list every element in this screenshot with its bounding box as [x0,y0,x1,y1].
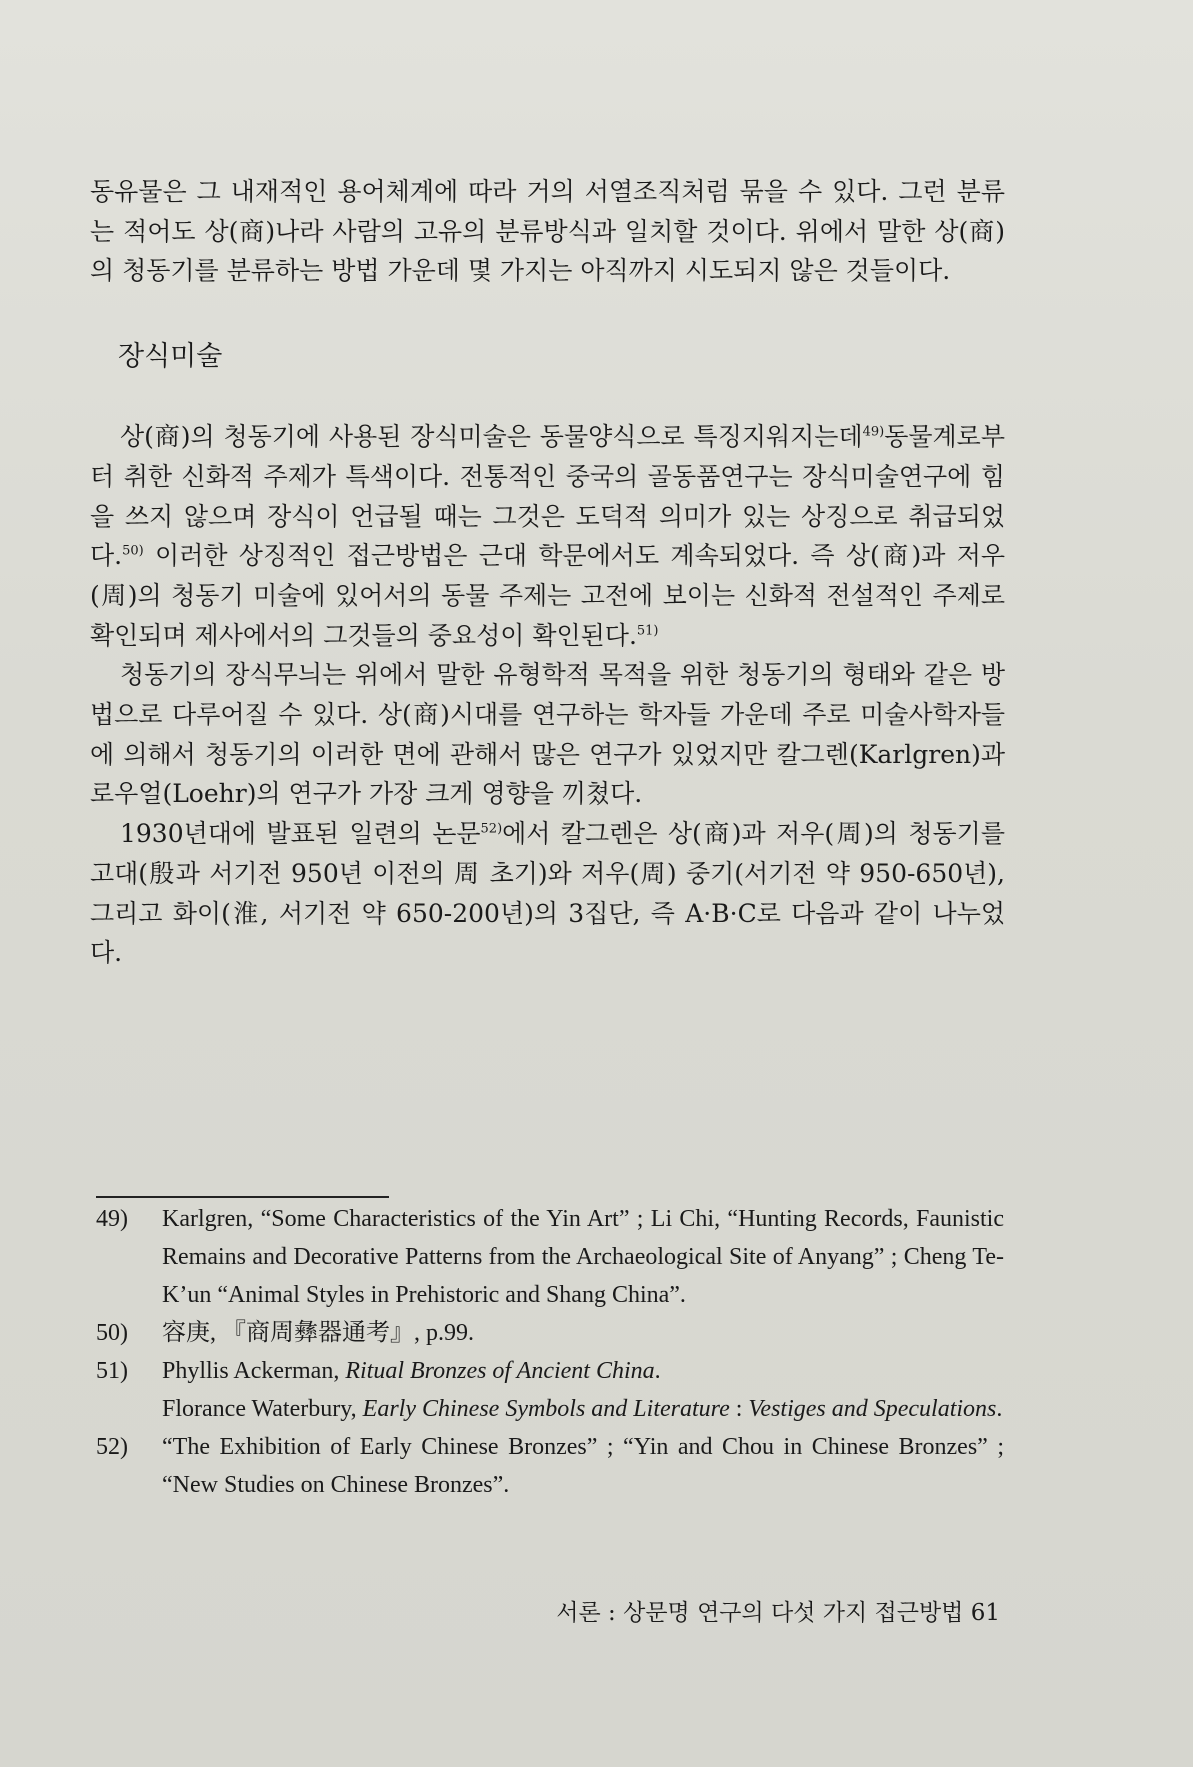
paragraph-4-text-a: 1930년대에 발표된 일련의 논문 [120,819,481,849]
citation-punct: . [996,1396,1003,1422]
paragraph-2-text-c: 이러한 상징적인 접근방법은 근대 학문에서도 계속되었다. 즉 상(商)과 저우(周)의 청동기 미술에 있어서의 동물 주제는 고전에 보이는 신화적 전설적인 주제로 확인되며 제사에서의 그것들의 중요성이 확인된다. [90,541,1005,650]
citation-title: Ritual Bronzes of Ancient China [345,1358,655,1384]
page-footer [460,1596,1000,1630]
footnote-ref-49[interactable]: 49) [862,424,885,440]
footnote-text: “The Exhibition of Early Chinese Bronzes” ; “Yin and Chou in Chinese Bronzes” ; “New Studies on Chinese Bronzes”. [162,1434,1004,1498]
footnote-49 [96,1200,1004,1314]
footnote-ref-51[interactable]: 51) [636,623,659,639]
citation-punct: : [729,1396,749,1422]
footnotes [96,1200,1004,1504]
paragraph-4-text-b: 에서 칼그렌은 상(商)과 저우(周)의 청동기를 고대(殷과 서기전 950년 이전의 周 초기)와 저우(周) 중기(서기전 약 950-650년), 그리고 화이(淮, 서기전 약 650-200년)의 3집단, 즉 A·B·C로 다음과 같이 나누었다. [90,819,1005,968]
paragraph-1-text: 동유물은 그 내재적인 용어체계에 따라 거의 서열조직처럼 묶을 수 있다. 그런 분류는 적어도 상(商)나라 사람의 고유의 분류방식과 일치할 것이다. 위에서 말한 상(商)의 청동기를 분류하는 방법 가운데 몇 가지는 아직까지 시도되지 않은 것들이다. [90,177,1005,286]
footnote-ref-52[interactable]: 52) [480,821,503,837]
footnote-text: 容庚, 『商周彝器通考』, p.99. [162,1320,474,1346]
footnote-51 [96,1352,1004,1428]
citation-author: Phyllis Ackerman, [162,1358,346,1384]
footnote-number: 50) [96,1320,128,1346]
citation-punct: . [654,1358,661,1384]
paragraph-4 [90,814,1005,973]
paragraph-2-text-a: 상(商)의 청동기에 사용된 장식미술은 동물양식으로 특징지워지는데 [120,422,863,452]
running-title: 서론 : 상문명 연구의 다섯 가지 접근방법 [556,1600,964,1626]
section-heading: 장식미술 [118,341,223,373]
paragraph-1 [90,172,1005,291]
main-text [90,172,1005,973]
citation-subtitle: Vestiges and Speculations [748,1396,997,1422]
footnote-text [162,1352,1004,1428]
footnote-50 [96,1314,1004,1352]
paragraph-2-text-b: 동물계로부터 취한 신화적 주제가 특색이다. 전통적인 중국의 골동품연구는 장식미술연구에 힘을 쓰지 않으며 장식이 언급될 때는 그것은 도덕적 의미가 있는 상징으로 취급되었다. [90,422,1005,571]
page-number: 61 [970,1600,1000,1626]
footnote-ref-50[interactable]: 50) [122,543,144,559]
footnote-text: Karlgren, “Some Characteristics of the Yin Art” ; Li Chi, “Hunting Records, Faunistic Remains and Decorative Patterns from the Archaeological Site of Anyang” ; Cheng Te-K’un “Animal Styles in Prehistoric and Shang China”. [162,1206,1004,1308]
footnote-number: 51) [96,1358,128,1384]
footnote-divider [96,1196,389,1198]
footnote-number: 52) [96,1434,128,1460]
footnote-number: 49) [96,1206,128,1232]
footnote-52 [96,1428,1004,1504]
paragraph-3 [90,655,1005,814]
citation-author: Florance Waterbury, [162,1396,363,1422]
paragraph-3-text: 청동기의 장식무늬는 위에서 말한 유형학적 목적을 위한 청동기의 형태와 같은 방법으로 다루어질 수 있다. 상(商)시대를 연구하는 학자들 가운데 주로 미술사학자들에 의해서 청동기의 이러한 면에 관해서 많은 연구가 있었지만 칼그렌(Karlgren)과 로우얼(Loehr)의 연구가 가장 크게 영향을 끼쳤다. [90,660,1005,809]
paragraph-2 [90,417,1005,655]
citation-title: Early Chinese Symbols and Literature [362,1396,730,1422]
